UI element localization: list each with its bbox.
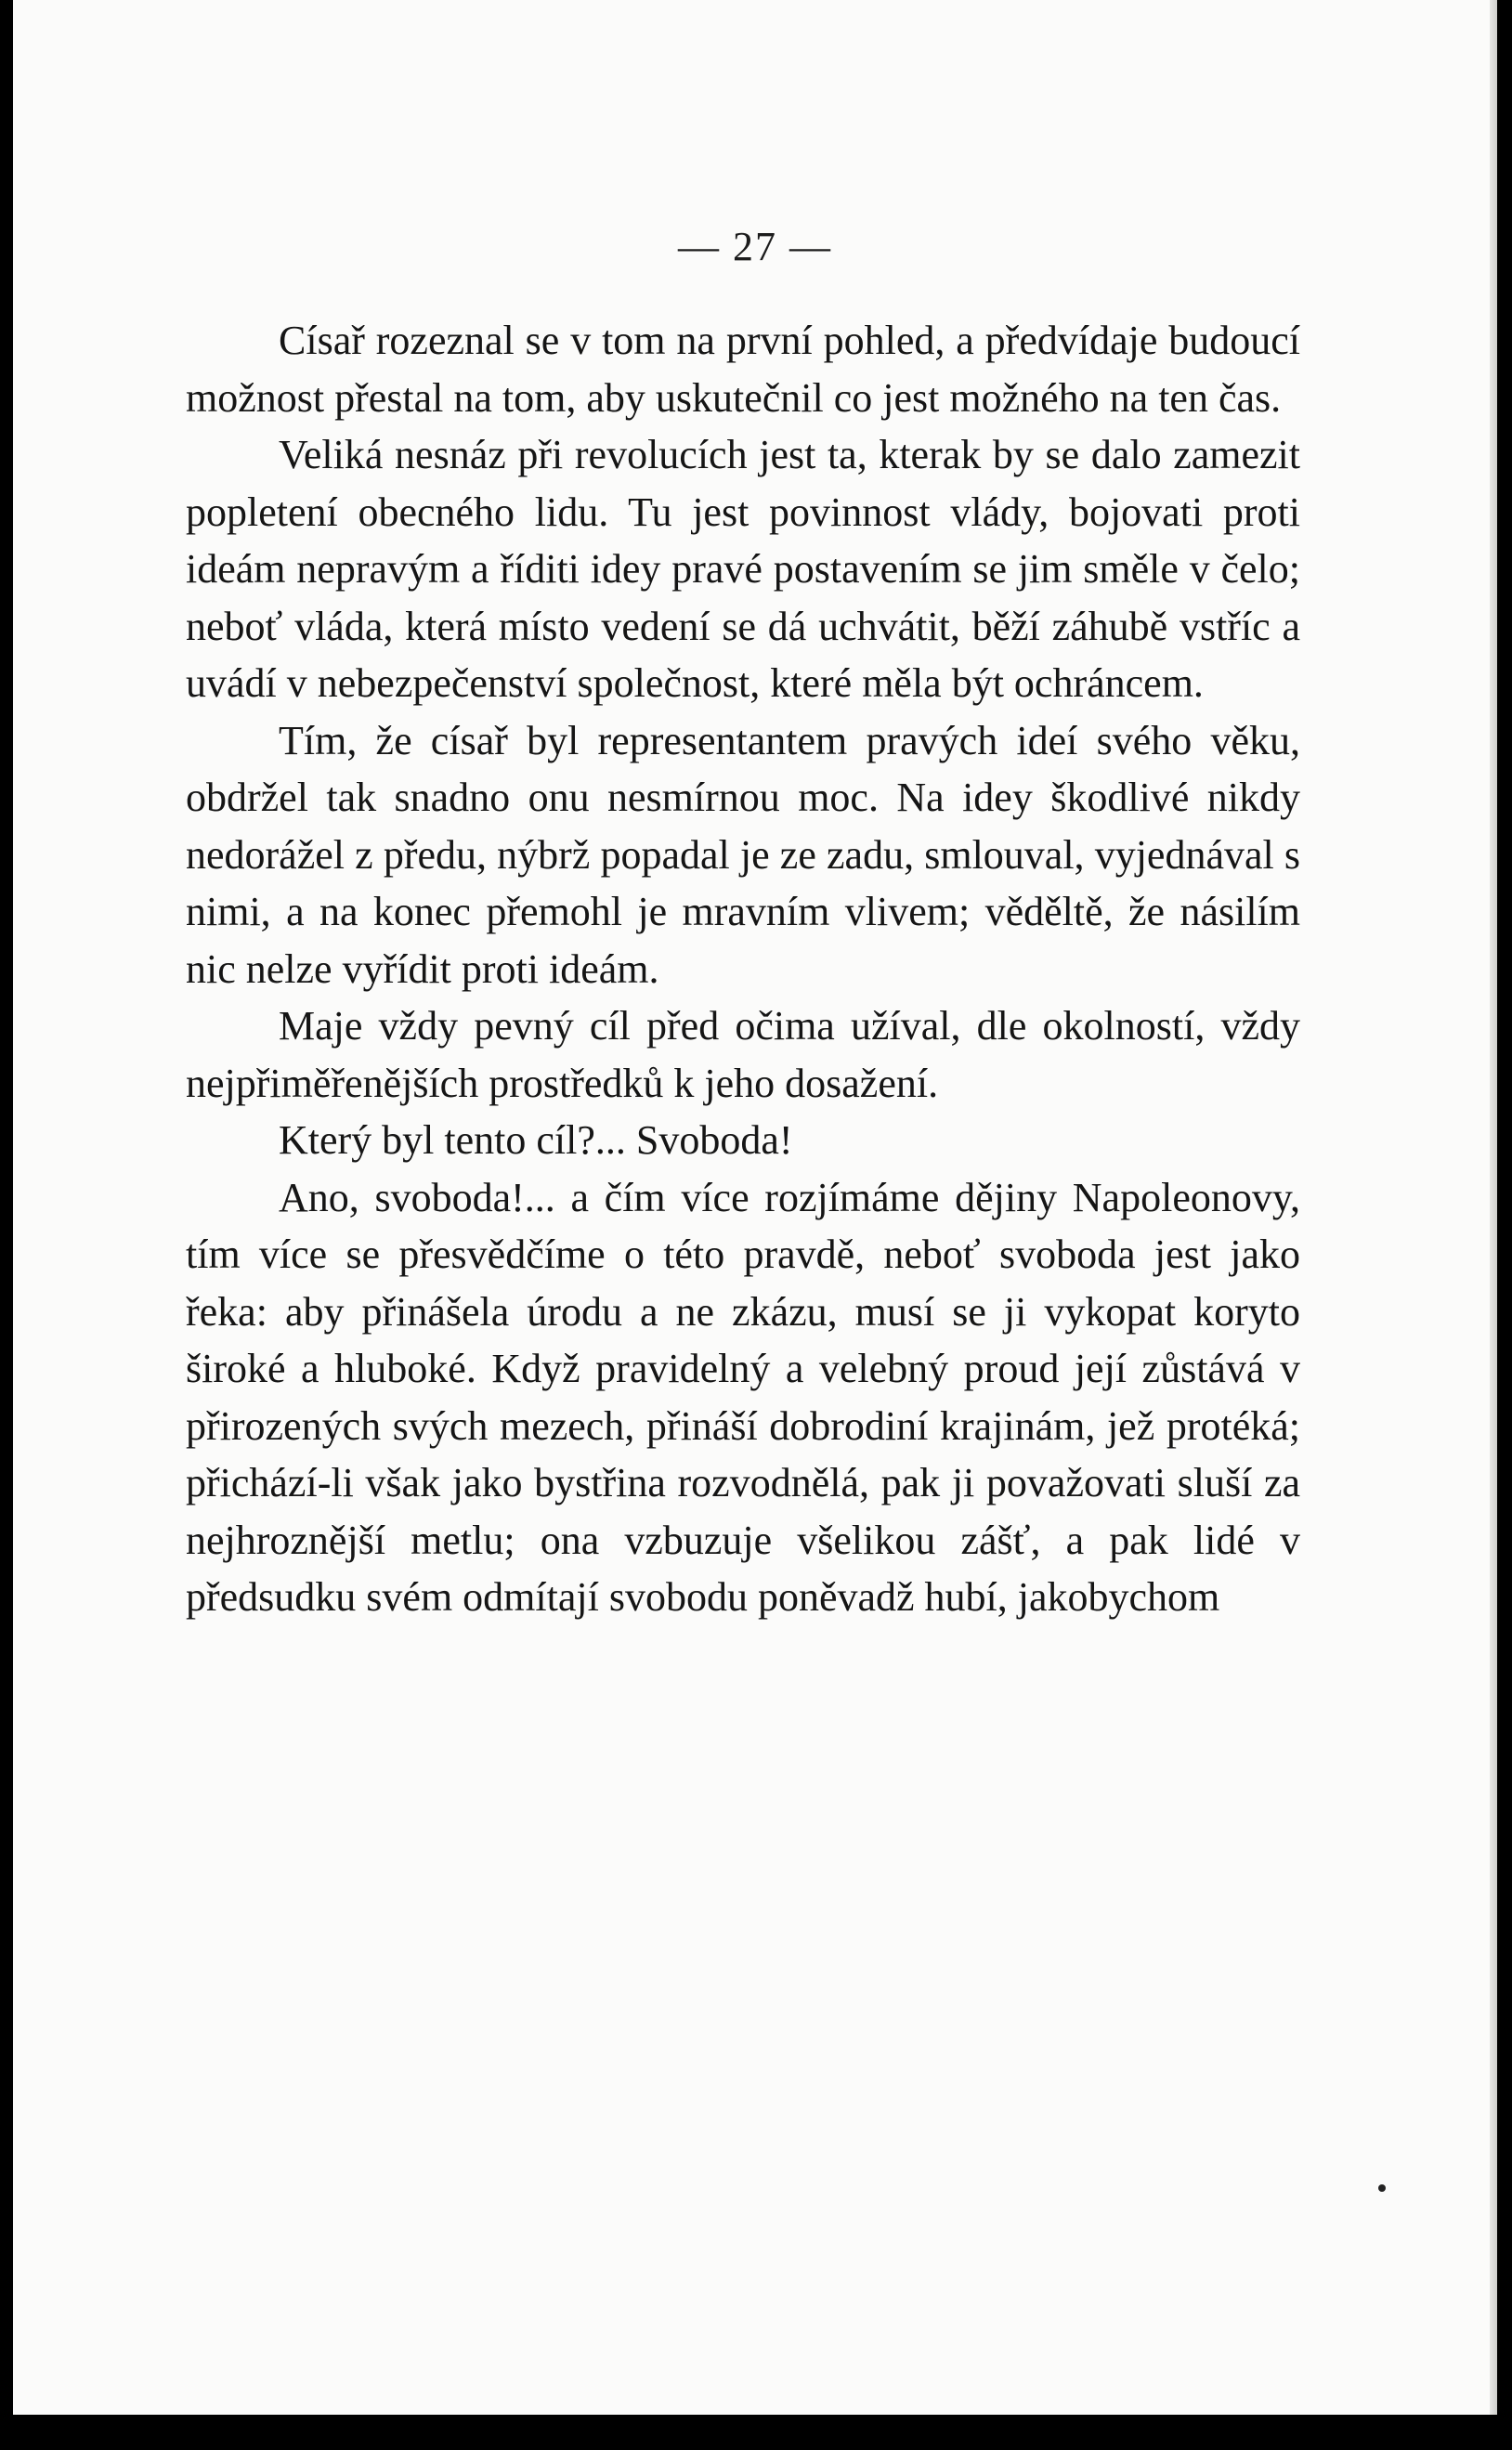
paragraph-3: Tím, že císař byl representantem pravých ideí svého věku, obdržel tak snadno onu nesmírnou moc. Na idey škodlivé nikdy nedorážel z předu, nýbrž popadal je ze zadu, smlouval, vyjednával s nimi, a na konec přemohl je mravním vlivem; věděltě, že násilím nic nelze vyřídit proti ideám. (186, 717, 1300, 992)
page-edge (1490, 0, 1497, 2415)
paragraph-4: Maje vždy pevný cíl před očima užíval, dle okolností, vždy nejpřiměřenějších prostředků k jeho dosažení. (186, 1003, 1300, 1106)
page-number: — 27 — (678, 224, 832, 269)
paragraph-5: Který byl tento cíl?... Svoboda! (279, 1117, 793, 1163)
body-text (186, 312, 1300, 1626)
paragraph-6: Ano, svoboda!... a čím více rozjímáme dějiny Napoleonovy, tím více se přesvědčíme o této pravdě, neboť svoboda jest jako řeka: aby přinášela úrodu a ne zkázu, musí se ji vykopat koryto široké a hluboké. Když pravidelný a velebný proud její zůstává v přirozených svých mezech, přináší dobrodiní krajinám, jež protéká; přichází-li však jako bystřina rozvodnělá, pak ji považovati sluší za nejhroznější metlu; ona vzbuzuje všelikou zášť, a pak lidé v předsudku svém odmítají svobodu poněvadž hubí, jakobychom (186, 1174, 1300, 1620)
paragraph-1: Císař rozeznal se v tom na první pohled, a předvídaje budoucí možnost přestal na tom, aby uskutečnil co jest možného na ten čas. (186, 318, 1300, 421)
book-page (13, 0, 1497, 2415)
paragraph-2: Veliká nesnáz při revolucích jest ta, kterak by se dalo zamezit popletení obecného lidu. Tu jest povinnost vlády, bojovati proti ideám nepravým a říditi idey pravé postavením se jim směle v čelo; neboť vláda, která místo vedení se dá uchvátit, běží záhubě vstříc a uvádí v nebezpečenství společnost, které měla být ochráncem. (186, 432, 1300, 706)
scan-border (0, 2415, 1512, 2450)
print-speck (1378, 2184, 1386, 2192)
